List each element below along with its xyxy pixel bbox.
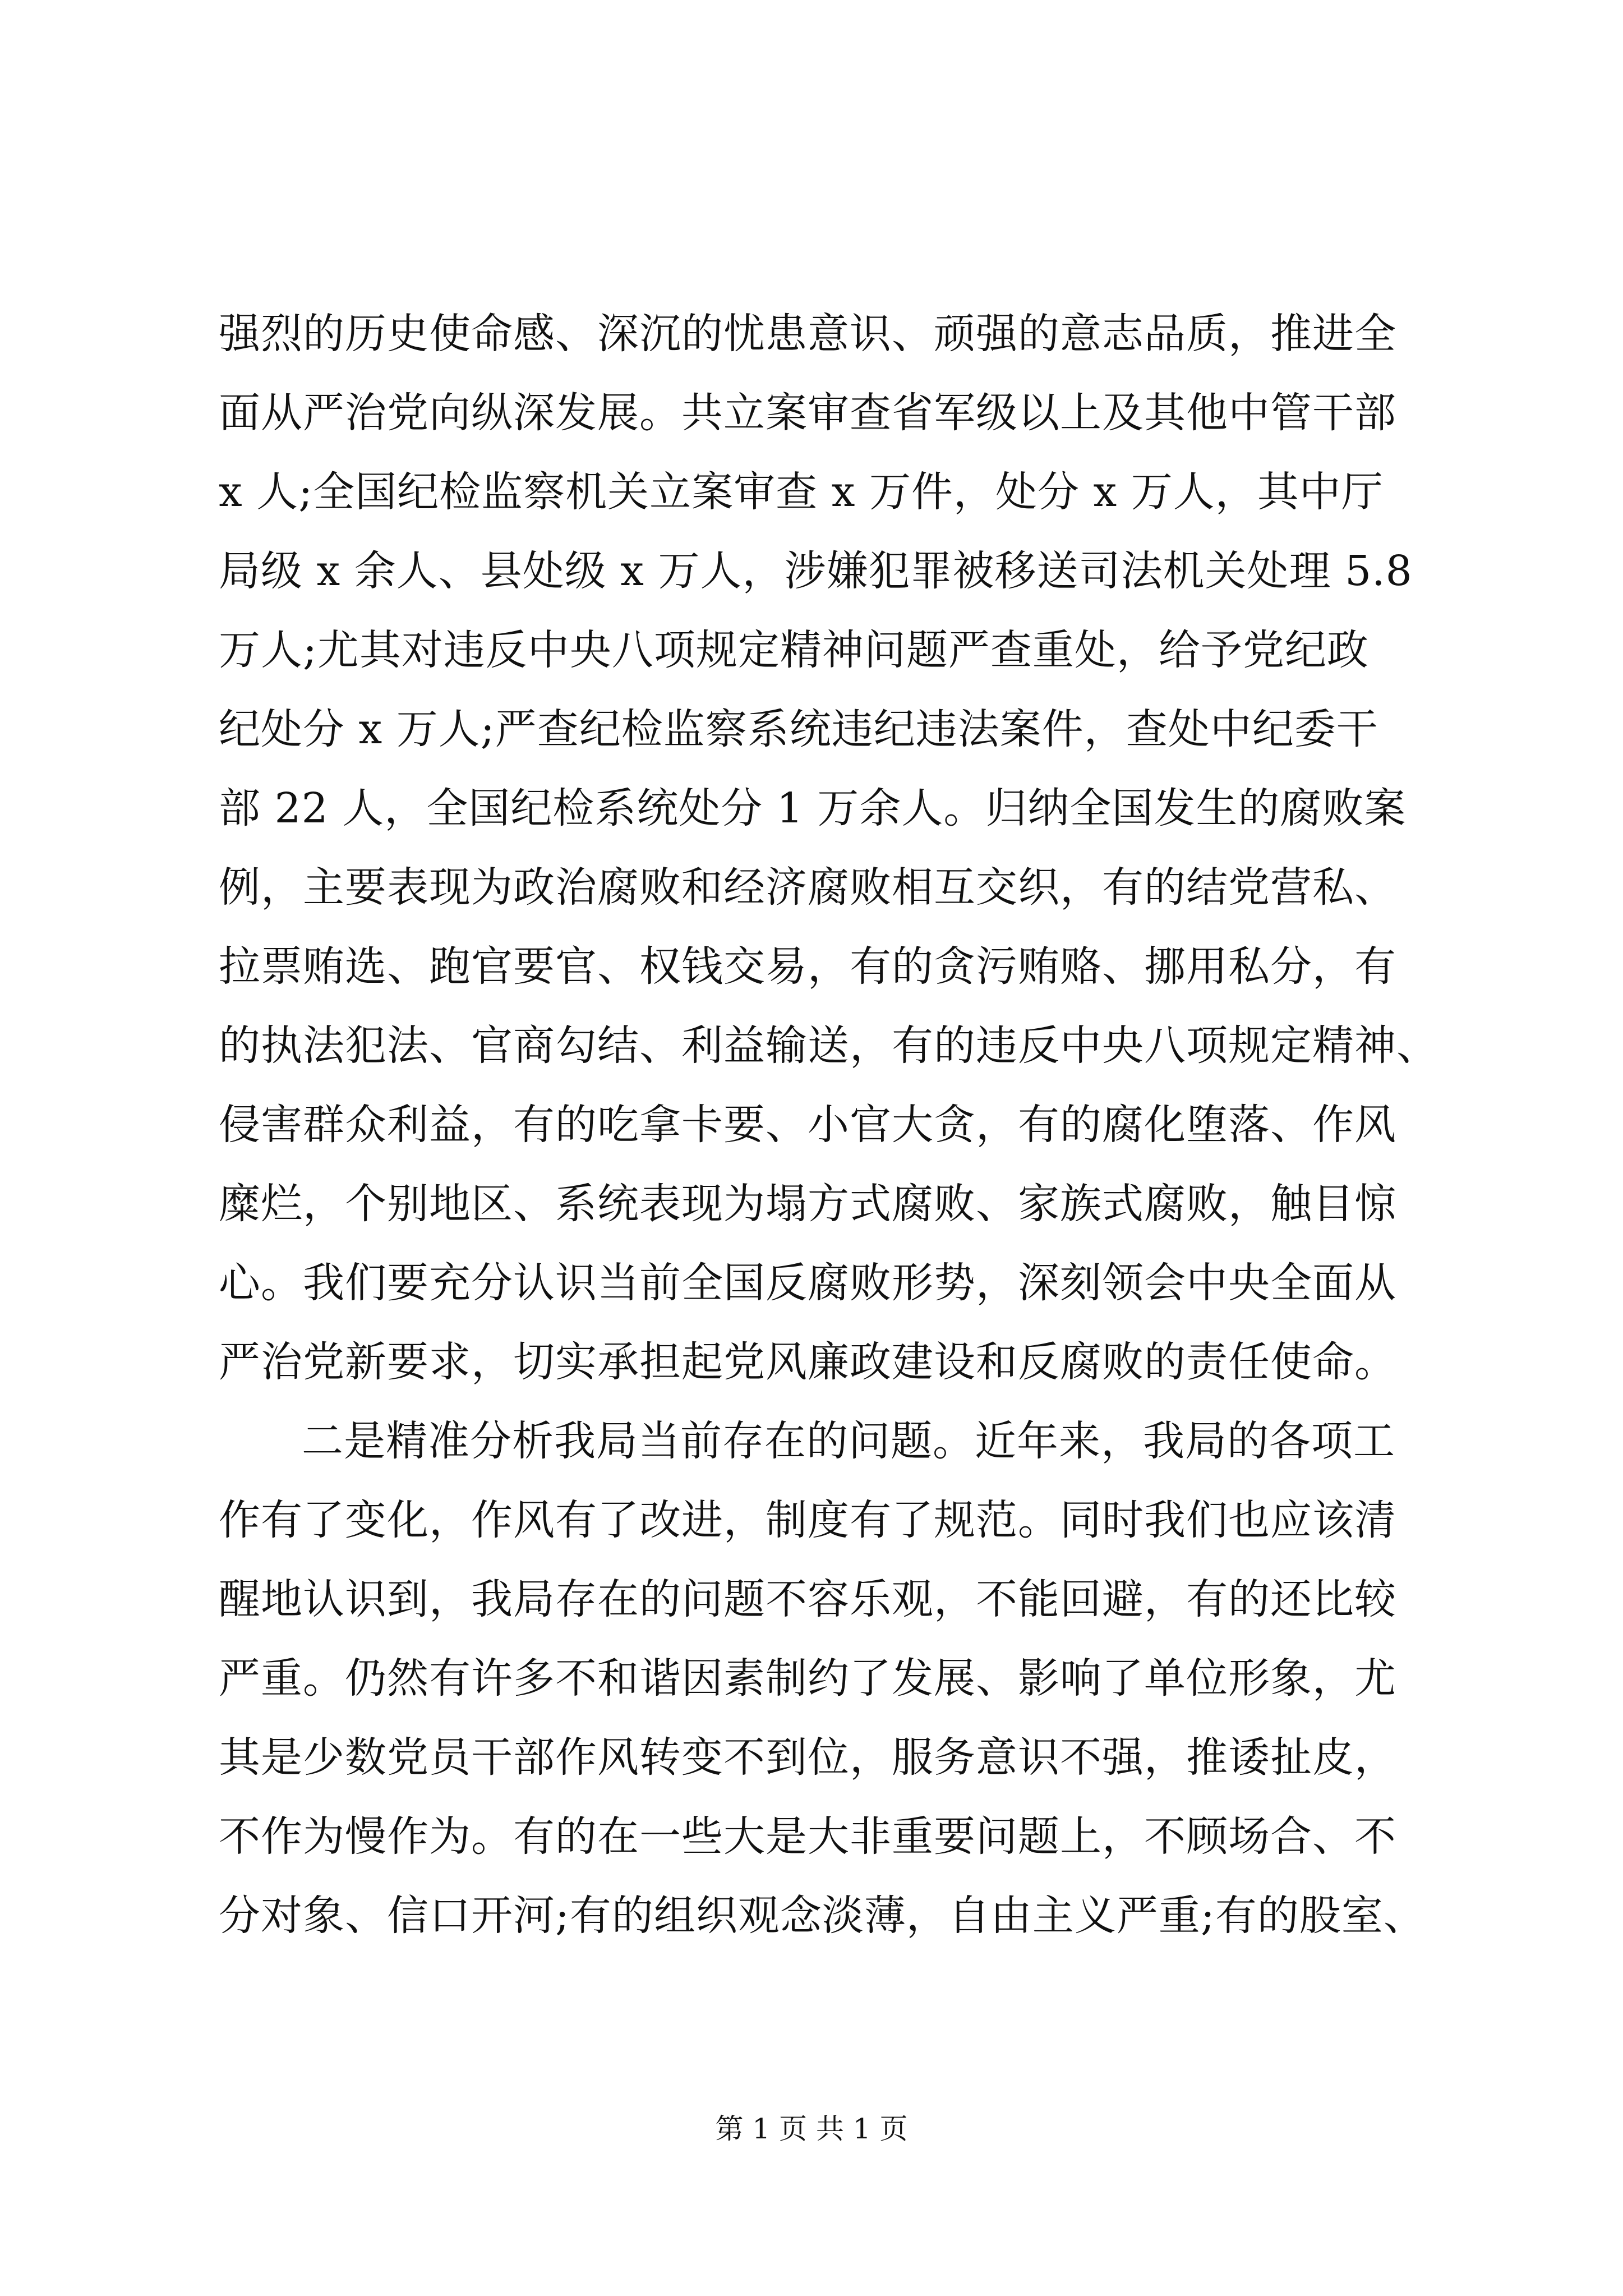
text-line-20: 不作为慢作为。有的在一些大是大非重要问题上，不顾场合、不 (219, 1812, 1396, 1861)
text-line-11: 侵害群众利益，有的吃拿卡要、小官大贪，有的腐化堕落、作风 (219, 1101, 1396, 1149)
text-line-14: 严治党新要求，切实承担起党风廉政建设和反腐败的责任使命。 (219, 1338, 1396, 1386)
text-line-7: 部 22 人，全国纪检系统处分 1 万余人。归纳全国发生的腐败案 (219, 784, 1407, 832)
text-line-17: 醒地认识到，我局存在的问题不容乐观，不能回避，有的还比较 (219, 1575, 1396, 1623)
text-line-9: 拉票贿选、跑官要官、权钱交易，有的贪污贿赂、挪用私分，有 (219, 942, 1396, 991)
text-line-19: 其是少数党员干部作风转变不到位，服务意识不强，推诿扯皮， (219, 1733, 1396, 1782)
text-line-1: 强烈的历史使命感、深沉的忧患意识、顽强的意志品质，推进全 (219, 310, 1396, 358)
page-number-footer: 第 1 页 共 1 页 (715, 2113, 908, 2145)
text-line-12: 糜烂，个别地区、系统表现为塌方式腐败、家族式腐败，触目惊 (219, 1180, 1396, 1228)
text-line-2: 面从严治党向纵深发展。共立案审查省军级以上及其他中管干部 (219, 389, 1396, 437)
text-line-15: 二是精准分析我局当前存在的问题。近年来，我局的各项工 (302, 1417, 1395, 1465)
text-line-10: 的执法犯法、官商勾结、利益输送，有的违反中央八项规定精神、 (219, 1022, 1438, 1070)
text-line-4: 局级 x 余人、县处级 x 万人，涉嫌犯罪被移送司法机关处理 5.8 (219, 547, 1413, 595)
text-line-16: 作有了变化，作风有了改进，制度有了规范。同时我们也应该清 (219, 1496, 1396, 1544)
text-line-18: 严重。仍然有许多不和谐因素制约了发展、影响了单位形象，尤 (219, 1654, 1396, 1703)
text-line-6: 纪处分 x 万人;严查纪检监察系统违纪违法案件，查处中纪委干 (219, 705, 1378, 753)
text-line-5: 万人;尤其对违反中央八项规定精神问题严查重处，给予党纪政 (219, 626, 1369, 674)
text-line-21: 分对象、信口开河;有的组织观念淡薄，自由主义严重;有的股室、 (219, 1892, 1426, 1940)
text-line-3: x 人;全国纪检监察机关立案审查 x 万件，处分 x 万人，其中厅 (219, 468, 1384, 516)
text-line-8: 例，主要表现为政治腐败和经济腐败相互交织，有的结党营私、 (219, 863, 1396, 912)
text-line-13: 心。我们要充分认识当前全国反腐败形势，深刻领会中央全面从 (219, 1259, 1396, 1307)
